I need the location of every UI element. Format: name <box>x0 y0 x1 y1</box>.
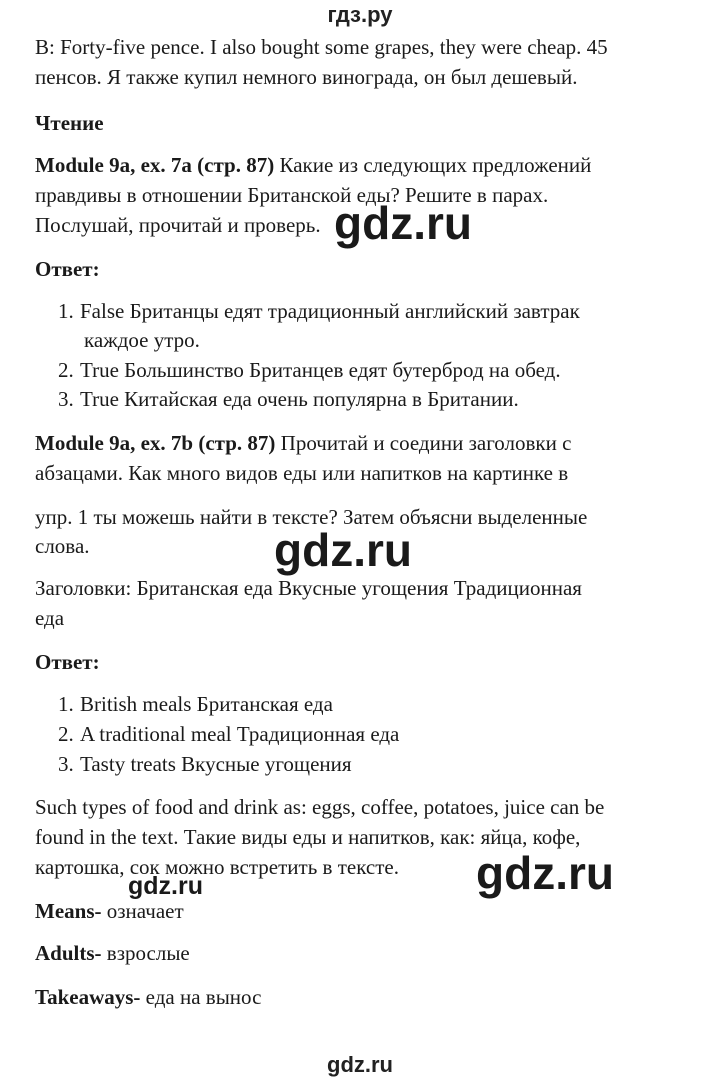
vocab-meaning: взрослые <box>101 941 190 965</box>
vocab-term: Adults- <box>35 941 102 965</box>
task2-line-1 <box>35 428 571 459</box>
site-footer: gdz.ru <box>327 1052 393 1077</box>
task2-line-4: слова. <box>35 534 90 558</box>
answer1-item-1-continuation: каждое утро. <box>84 328 200 352</box>
list-item-text: British meals Британская еда <box>80 692 333 716</box>
watermark-logo: gdz.ru <box>334 197 472 249</box>
answer2-label: Ответ: <box>35 650 100 674</box>
answer2-item-3 <box>58 749 352 780</box>
answer1-item-2 <box>58 355 561 386</box>
answer1-label: Ответ: <box>35 257 100 281</box>
list-item-text: A traditional meal Традиционная еда <box>80 722 400 746</box>
task2-line-2: абзацами. Как много видов еды или напитков на картинке в <box>35 461 569 485</box>
list-item-text: Tasty treats Вкусные угощения <box>80 752 352 776</box>
food-text-line-1: Such types of food and drink as: eggs, coffee, potatoes, juice can be <box>35 795 605 819</box>
intro-line-1: B: Forty-five pence. I also bought some grapes, they were cheap. 45 <box>35 35 608 59</box>
task1-line-1 <box>35 150 591 181</box>
list-number: 1. <box>58 299 74 323</box>
watermark-logo: gdz.ru <box>274 524 412 576</box>
watermark-logo-small: gdz.ru <box>128 872 203 900</box>
vocab-term: Means- <box>35 899 102 923</box>
food-text-line-3: картошка, сок можно встретить в тексте. <box>35 855 399 879</box>
vocab-meaning: означает <box>101 899 184 923</box>
answer1-item-1 <box>58 296 580 327</box>
task2-line-3: упр. 1 ты можешь найти в тексте? Затем объясни выделенные <box>35 505 588 529</box>
list-number: 3. <box>58 752 74 776</box>
list-item-text: True Большинство Британцев едят бутерброд на обед. <box>80 358 561 382</box>
task2-text-1: Прочитай и соедини заголовки с <box>275 431 572 455</box>
vocab-meaning: еда на вынос <box>140 985 262 1009</box>
answer2-item-2 <box>58 719 399 750</box>
list-number: 2. <box>58 358 74 382</box>
vocab-term: Takeaways- <box>35 985 141 1009</box>
site-header: гдз.ру <box>327 2 393 27</box>
intro-line-2: пенсов. Я также купил немного винограда, он был дешевый. <box>35 65 578 89</box>
section-heading-reading: Чтение <box>35 111 104 135</box>
answer2-item-1 <box>58 689 333 720</box>
watermark-logo: gdz.ru <box>476 847 614 899</box>
answer1-item-3 <box>58 384 519 415</box>
vocab-item-adults <box>35 938 190 969</box>
vocab-item-takeaways <box>35 982 261 1013</box>
list-item-text: False Британцы едят традиционный английский завтрак <box>80 299 580 323</box>
headings-line-1: Заголовки: Британская еда Вкусные угощения Традиционная <box>35 576 582 600</box>
list-item-text: True Китайская еда очень популярна в Британии. <box>80 387 519 411</box>
list-number: 3. <box>58 387 74 411</box>
vocab-item-means <box>35 896 184 927</box>
task1-line-2: правдивы в отношении Британской еды? Решите в парах. <box>35 183 549 207</box>
list-number: 1. <box>58 692 74 716</box>
task1-reference: Module 9a, ex. 7a (стр. 87) <box>35 153 275 177</box>
task2-reference: Module 9a, ex. 7b (стр. 87) <box>35 431 276 455</box>
task1-line-3: Послушай, прочитай и проверь. <box>35 213 321 237</box>
task1-text-1: Какие из следующих предложений <box>274 153 592 177</box>
headings-line-2: еда <box>35 606 65 630</box>
food-text-line-2: found in the text. Такие виды еды и напитков, как: яйца, кофе, <box>35 825 581 849</box>
list-number: 2. <box>58 722 74 746</box>
